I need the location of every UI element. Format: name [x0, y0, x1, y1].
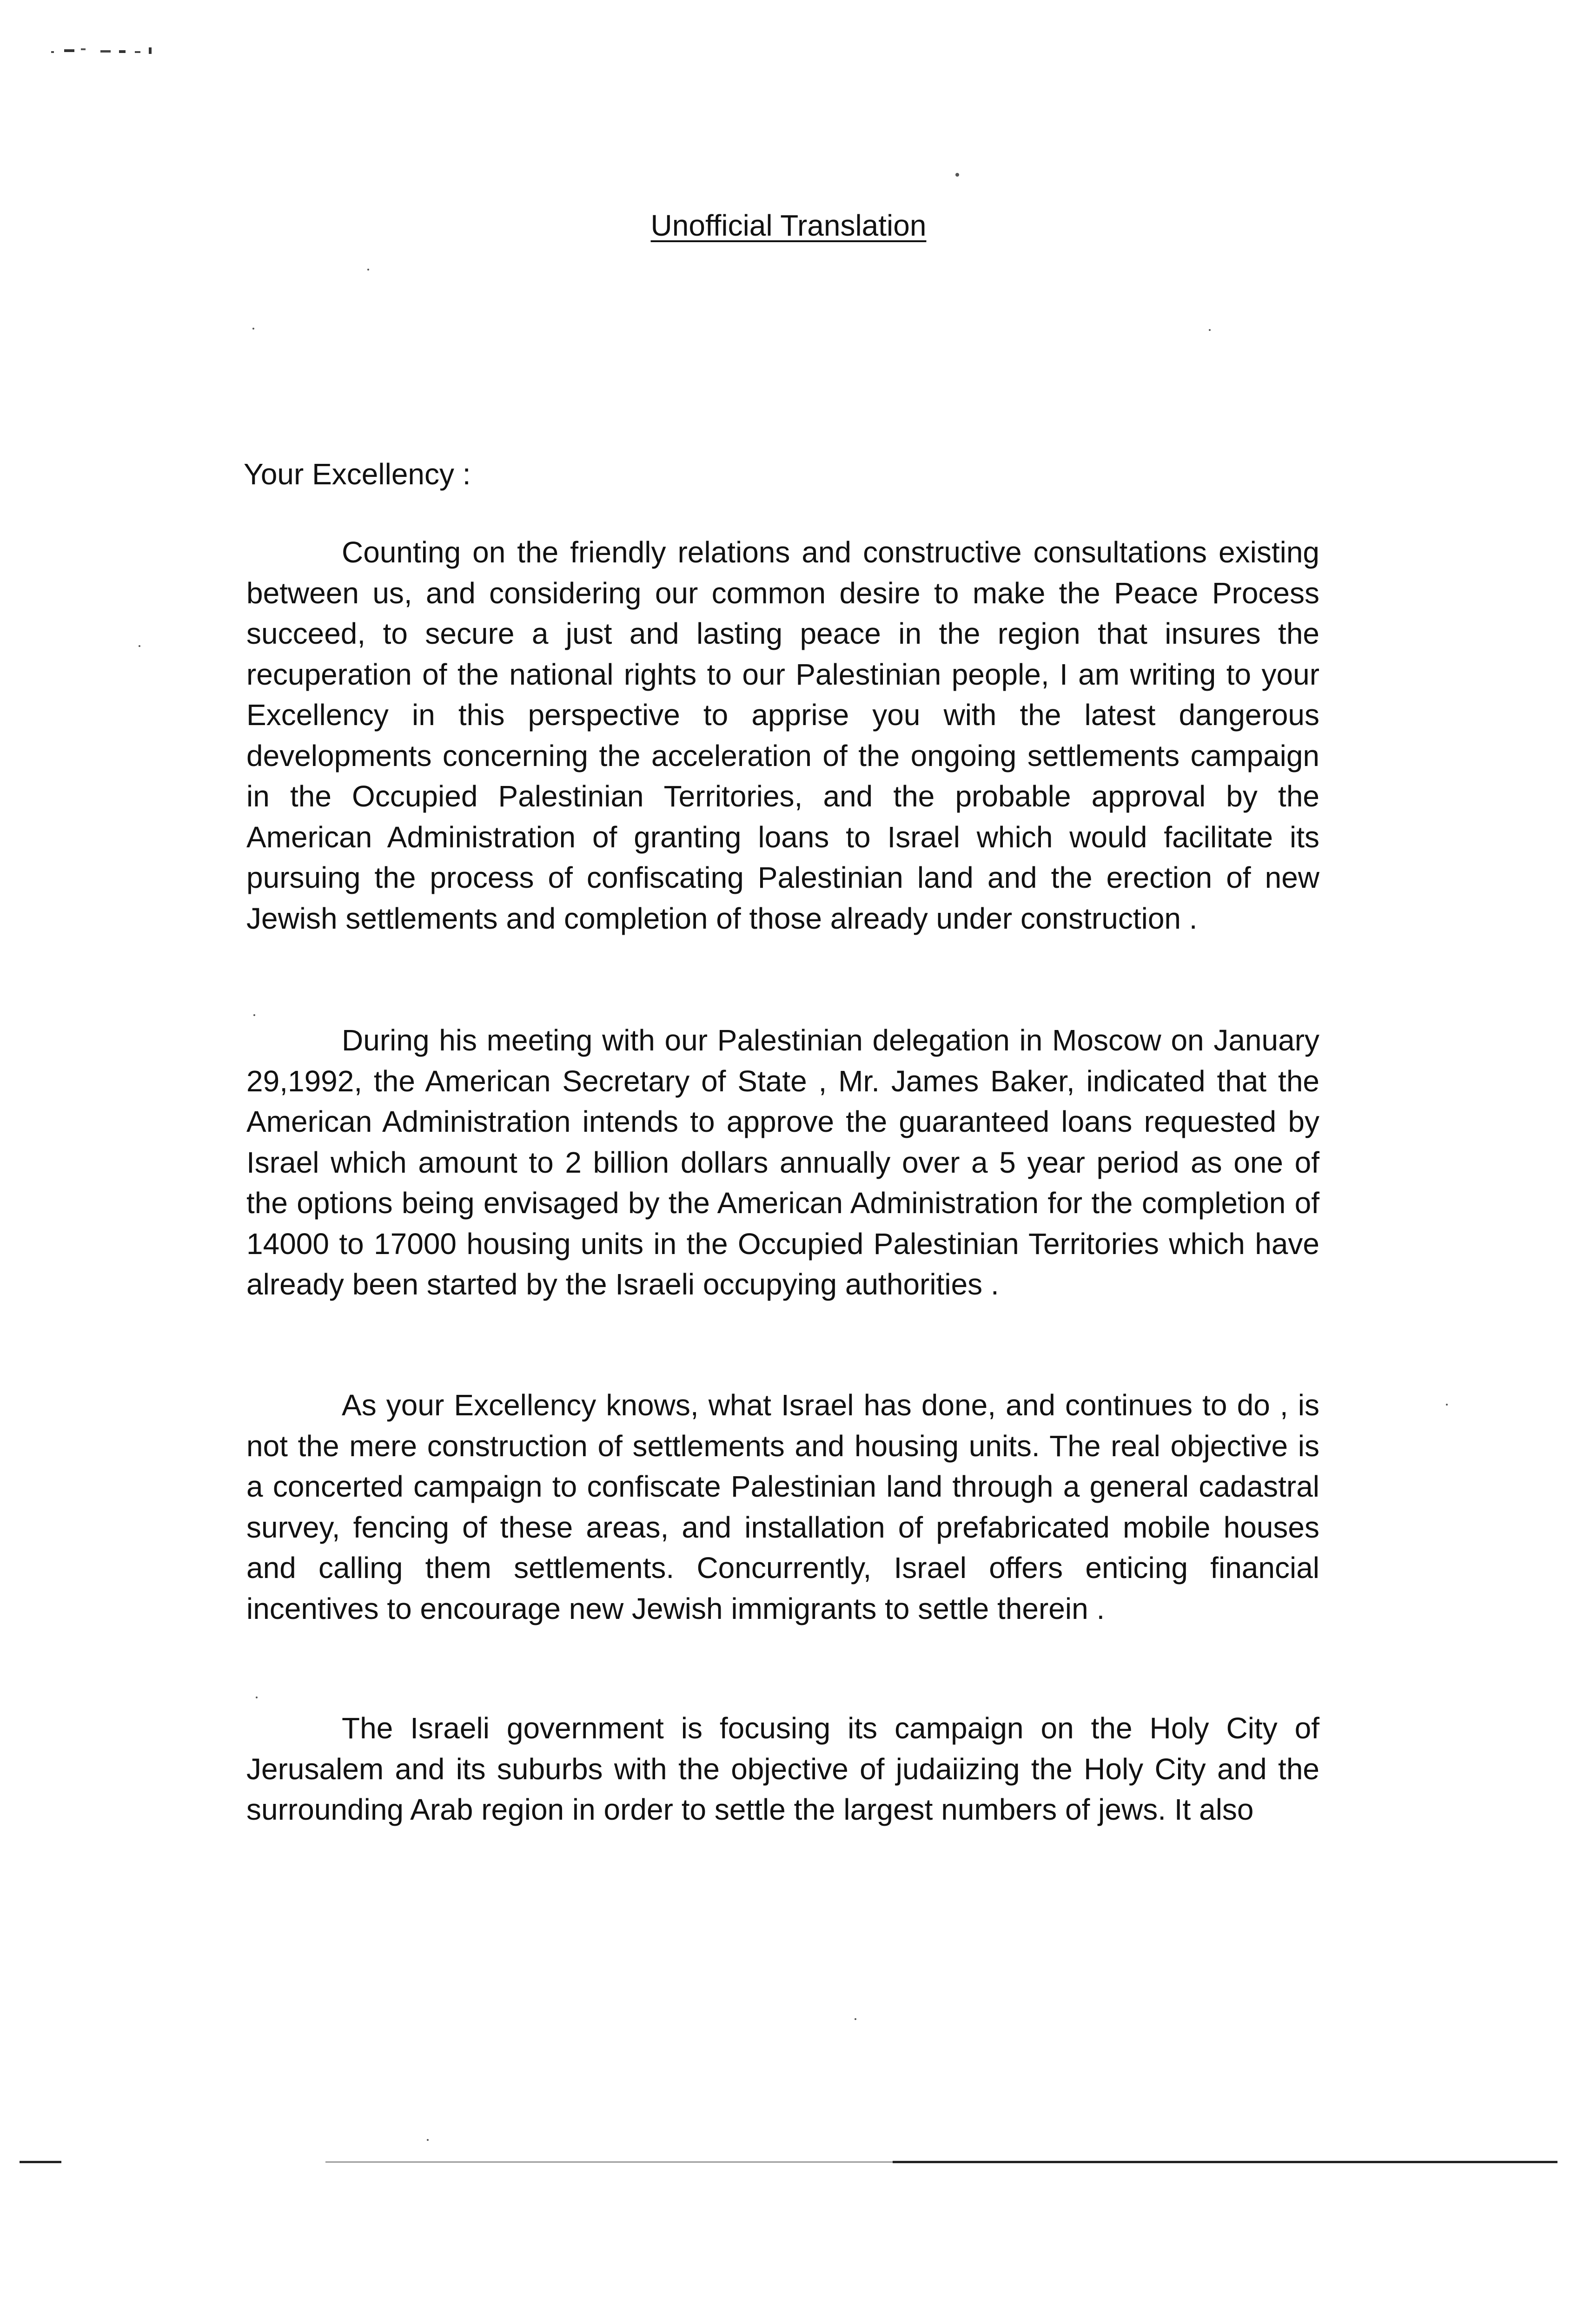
scan-speck: [256, 1697, 258, 1698]
paragraph: During his meeting with our Palestinian delegation in Moscow on January 29,1992, the American Secretary of State , Mr. James Baker, indicated that the American Administration intends to approve the guaranteed loans requested by Israel which amount to 2 billion dollars annually over a 5 year period as one of the options being envisaged by the American Administration for the completion of 14000 to 17000 housing units in the Occupied Palestinian Territories which have already been started by the Israeli occupying authorities .: [246, 1023, 1319, 1301]
scan-speck: [1446, 1404, 1448, 1406]
document-title: Unofficial Translation: [650, 209, 927, 242]
scan-rule: [893, 2161, 1557, 2163]
scan-speck: [427, 2139, 429, 2141]
paragraph: As your Excellency knows, what Israel has done, and continues to do , is not the mere construction of settlements and housing units. The real objective is a concerted campaign to confiscate Palestinian land through a general cadastral survey, fencing of these areas, and installation of prefabricated mobile houses and calling them settlements. Concurrently, Israel offers enticing financial incentives to encourage new Jewish immigrants to settle therein .: [246, 1388, 1319, 1625]
scan-speck: [252, 328, 254, 330]
scan-rule: [20, 2161, 61, 2163]
scan-speck: [367, 269, 369, 271]
paragraph: Counting on the friendly relations and constructive consultations existing between us, and considering our common desire to make the Peace Process succeed, to secure a just and lasting peace in the region that insures the recuperation of the national rights to our Palestinian people, I am writing to your Excellency in this perspective to apprise you with the latest dangerous developments concerning the acceleration of the ongoing settlements campaign in the Occupied Palestinian Territories, and the probable approval by the American Administration of granting loans to Israel which would facilitate its pursuing the process of confiscating Palestinian land and the erection of new Jewish settlements and completion of those already under construction .: [246, 535, 1319, 935]
scan-speck: [139, 645, 140, 647]
salutation: Your Excellency :: [244, 457, 471, 491]
scan-speck: [855, 2018, 856, 2020]
scan-speck: [1209, 329, 1211, 331]
scan-speck: [253, 1014, 255, 1016]
scan-artifact-marks: [51, 45, 172, 59]
scan-rule: [325, 2161, 907, 2163]
paragraph: The Israeli government is focusing its campaign on the Holy City of Jerusalem and its suburbs with the objective of judaiizing the Holy City and the surrounding Arab region in order to settle the largest numbers of jews. It also: [246, 1711, 1319, 1826]
scan-speck: [955, 173, 959, 177]
